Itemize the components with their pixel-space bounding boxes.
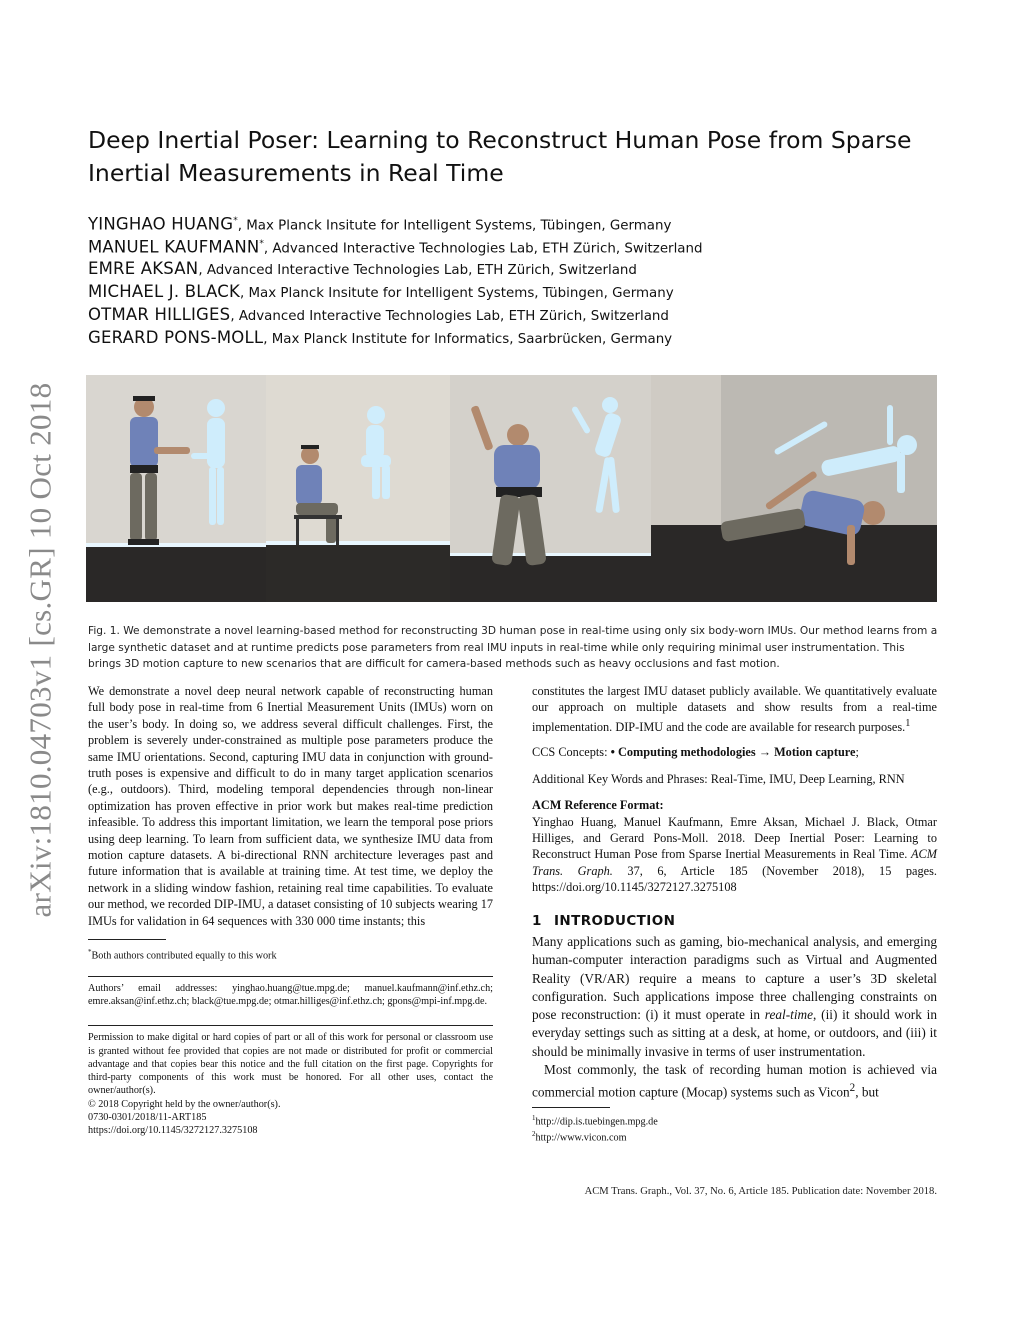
footnote-rule [88, 939, 166, 940]
teaser-figure [86, 375, 937, 602]
ccs-value: • Computing methodologies → Motion capture [610, 745, 856, 760]
author-affiliation: , Max Planck Insitute for Intelligent Systems, Tübingen, Germany [237, 218, 672, 234]
abstract-right [532, 683, 937, 735]
teaser-panel-handshake [86, 375, 266, 602]
arxiv-stamp-text: arXiv:1810.04703v1 [cs.GR] 10 Oct 2018 [22, 382, 58, 918]
keywords: Additional Key Words and Phrases: Real-Time, IMU, Deep Learning, RNN [532, 771, 905, 786]
author-emails: Authors’ email addresses: yinghao.huang@tue.mpg.de; manuel.kaufmann@inf.ethz.ch; emre.aksan@inf.ethz.ch; black@tue.mpg.de; otmar.hilliges@inf.ethz.ch; gpons@mpi-inf.mpg.de. [88, 983, 493, 1008]
left-column [88, 683, 493, 1137]
intro-emphasis: real-time [764, 1007, 814, 1023]
author-mark: * [233, 216, 238, 226]
url-footnote-mark: 1 [532, 1114, 536, 1123]
author-name: GERARD PONS-MOLL [88, 328, 264, 348]
ccs-concepts [532, 744, 937, 760]
doi-line: https://doi.org/10.1145/3272127.3275108 [88, 1124, 258, 1136]
figure-caption: Fig. 1. We demonstrate a novel learning-based method for reconstructing 3D human pose in real-time using only six body-worn IMUs. Our method learns from a large synthetic dataset and at runtime predicts pose parameters from real IMU inputs in real-time while only requiring minimal user instrumentation. This brings 3D motion capture to new scenarios that are difficult for camera-based methods such as heavy occlusions and fast motion. [88, 625, 938, 671]
author-list [88, 210, 948, 350]
author-name: OTMAR HILLIGES [88, 305, 231, 325]
teaser-panel-plank [651, 375, 937, 602]
section-title: INTRODUCTION [554, 912, 676, 929]
bending-photo [450, 375, 651, 602]
author-name: MANUEL KAUFMANN [88, 237, 260, 257]
arxiv-stamp [20, 355, 60, 945]
author-name: EMRE AKSAN [88, 258, 199, 278]
handshake-photo [86, 375, 266, 602]
url-footnote-link[interactable]: http://dip.is.tuebingen.mpg.de [535, 1116, 658, 1128]
author-mark: * [259, 239, 264, 250]
permission-rule [88, 1025, 493, 1026]
acm-reference [532, 814, 937, 896]
url-footnote-rule [532, 1107, 610, 1108]
acm-reference-tail: 37, 6, Article 185 (November 2018), 15 pages. https://doi.org/10.1145/3272127.3275108 [532, 863, 937, 895]
author-row [88, 326, 948, 349]
intro-footnote-mark: 2 [849, 1082, 856, 1095]
author-name: MICHAEL J. BLACK [88, 281, 240, 301]
plank-photo [651, 375, 937, 602]
sitting-photo [266, 375, 450, 602]
acm-reference-journal: ACM Trans. Graph. [532, 847, 937, 878]
intro-text-a: Many applications such as gaming, bio-mechanical analysis, and emerging human-computer interaction paradigms such as Virtual and Augmented Reality (VR/AR) require a means to capture a user’s 3D skeletal configuration. Such applications impose three challenging constraints on pose reconstruction: (i) it must operate in [532, 933, 937, 1023]
author-affiliation: , Max Planck Institute for Informatics, Saarbrücken, Germany [263, 332, 673, 348]
author-affiliation: , Advanced Interactive Technologies Lab, ETH Zürich, Switzerland [263, 241, 703, 257]
permission-notice: Permission to make digital or hard copies of part or all of this work for personal or classroom use is granted without fee provided that copies are not made or distributed for profit or commercial advantage and that copies bear this notice and the full citation on the first page. Copyrights for third-party components of this work must be honored. For all other uses, contact the owner/author(s). [88, 1032, 493, 1097]
author-row [88, 303, 948, 326]
ccs-end: ; [855, 745, 859, 760]
intro-text-b: , (ii) it should work in everyday settings such as sitting at a desk, at home, or outdoors, and (iii) it should be minimally invasive in terms of user instrumentation. [532, 1007, 937, 1059]
emails-rule [88, 976, 493, 977]
author-row [88, 233, 948, 256]
page-footer: ACM Trans. Graph., Vol. 37, No. 6, Article 185. Publication date: November 2018. [584, 1186, 937, 1197]
issn-line: 0730-0301/2018/11-ART185 [88, 1111, 207, 1123]
equal-contribution-footnote [88, 946, 493, 962]
acm-reference-text: Yinghao Huang, Manuel Kaufmann, Emre Aksan, Michael J. Black, Otmar Hilliges, and Gerard Pons-Moll. 2018. Deep Inertial Poser: Learning to Reconstruct Human Pose from Sparse Inertial Measurements in Real Time. [532, 814, 937, 862]
author-name: YINGHAO HUANG [88, 214, 234, 234]
footnote-text: Both authors contributed equally to this work [91, 950, 277, 962]
intro-paragraph-2 [532, 1061, 937, 1102]
author-row [88, 280, 948, 303]
url-footnote [532, 1128, 937, 1144]
footnote-mark: * [88, 948, 92, 957]
ccs-label: CCS Concepts: [532, 745, 611, 760]
copyright-line: © 2018 Copyright held by the owner/author(s). [88, 1098, 281, 1110]
abstract-right-text: constitutes the largest IMU dataset publicly available. We quantitatively evaluate our approach on multiple datasets and show results from a real-time implementation. DIP-IMU and the code are available for research purposes. [532, 684, 937, 734]
right-column [532, 683, 937, 1145]
author-row [88, 257, 948, 280]
teaser-panel-bending [450, 375, 651, 602]
url-footnotes [532, 1107, 937, 1145]
author-row [88, 210, 948, 233]
author-affiliation: , Max Planck Insitute for Intelligent Systems, Tübingen, Germany [239, 285, 674, 301]
url-footnote-mark: 2 [532, 1130, 536, 1139]
intro-text-d: , but [855, 1084, 879, 1100]
url-footnote-link[interactable]: http://www.vicon.com [535, 1132, 627, 1144]
author-affiliation: , Advanced Interactive Technologies Lab, ETH Zürich, Switzerland [198, 262, 637, 278]
url-footnote [532, 1112, 937, 1128]
paper-title: Deep Inertial Poser: Learning to Reconstruct Human Pose from Sparse Inertial Measurements in Real Time [88, 126, 912, 187]
abstract-left: We demonstrate a novel deep neural network capable of reconstructing human full body pose in real-time from 6 Inertial Measurement Units (IMUs) worn on the user’s body. In doing so, we address several difficult challenges. First, the problem is severely under-constrained as multiple pose parameters produce the same IMU orientations. Second, capturing IMU data in conjunction with ground-truth poses is expensive and difficult to do in many target application scenarios (e.g., outdoors). Third, modeling temporal dependencies through non-linear optimization has proven effective in prior work but makes real-time prediction infeasible. To address this important limitation, we learn the temporal pose priors using deep learning. To learn from sufficient data, we synthesize IMU data from motion capture datasets. A bi-directional RNN architecture leverages past and future information that is available at training time. At test time, we deploy the network in a sliding window fashion, retaining real time capabilities. To evaluate our method, we recorded DIP-IMU, a dataset consisting of 10 subjects wearing 17 IMUs for validation in 64 sequences with 330 000 time instants; this [88, 684, 494, 928]
acm-reference-heading: ACM Reference Format: [532, 798, 664, 813]
intro-paragraph-1 [532, 933, 937, 1061]
section-number: 1 [532, 912, 542, 929]
teaser-panel-sitting [266, 375, 450, 602]
author-affiliation: , Advanced Interactive Technologies Lab, ETH Zürich, Switzerland [230, 309, 669, 325]
section-heading [532, 913, 937, 929]
abstract-right-mark: 1 [905, 717, 911, 729]
intro-text-c: Most commonly, the task of recording human motion is achieved via commercial motion capture (Mocap) systems such as Vicon [532, 1062, 937, 1100]
